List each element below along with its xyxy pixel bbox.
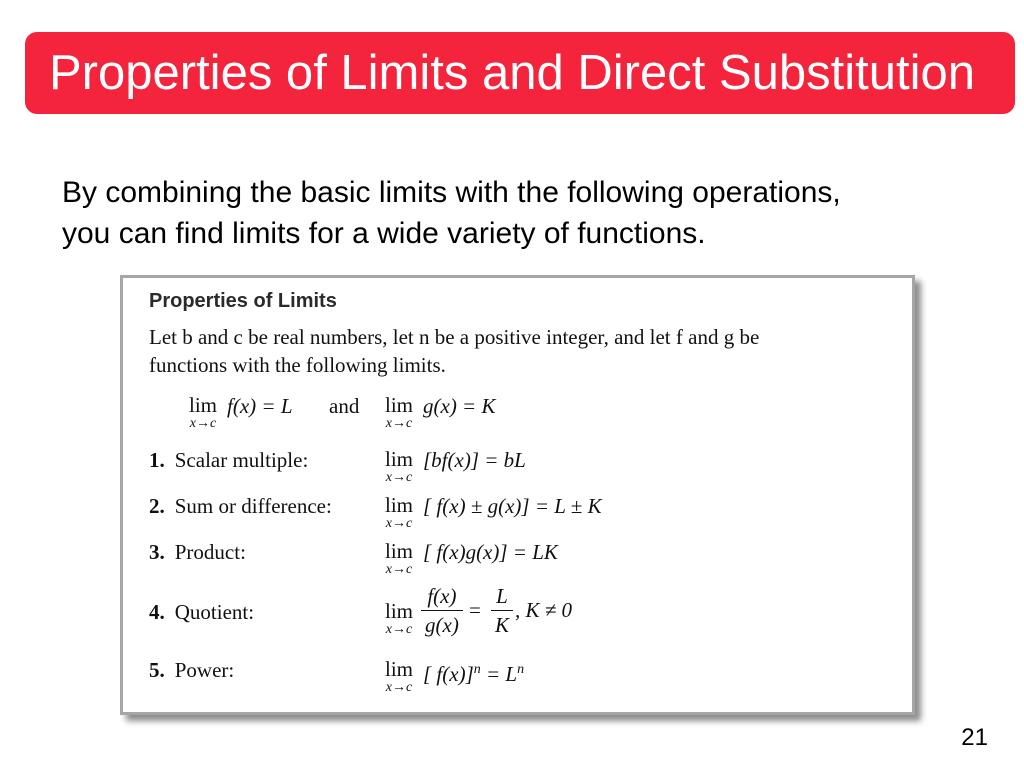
page-number: 21 <box>961 724 988 751</box>
and-word: and <box>329 394 360 418</box>
limit-operator <box>385 540 413 578</box>
fraction-numerator: f(x) <box>421 584 463 611</box>
lim-word: lim <box>385 447 414 471</box>
power-base: [ f(x)] <box>423 662 474 686</box>
quotient-fraction-right <box>491 584 513 637</box>
property-name: Power: <box>174 658 235 682</box>
lim-subscript: x→c <box>189 416 217 431</box>
lim-subscript: x→c <box>385 680 413 695</box>
description-line-2: functions with the following limits. <box>149 353 446 377</box>
power-rhs: = L <box>480 662 518 686</box>
power-rhs-exponent: n <box>517 662 525 677</box>
title-banner <box>25 32 1015 114</box>
lim-word: lim <box>385 493 414 517</box>
properties-box <box>120 275 915 715</box>
property-quotient-label <box>149 600 254 624</box>
intro-line-1: By combining the basic limits with the following operations, <box>62 176 841 209</box>
property-name: Sum or difference: <box>174 494 332 518</box>
lim-word: lim <box>385 599 414 623</box>
lim-word: lim <box>385 657 414 681</box>
box-title: Properties of Limits <box>149 290 337 312</box>
lim-subscript: x→c <box>385 416 413 431</box>
property-scalar-label <box>149 448 308 472</box>
property-name: Product: <box>174 540 246 564</box>
property-power-label <box>149 658 234 682</box>
power-exponent: n <box>473 662 481 677</box>
lim-subscript: x→c <box>385 516 413 531</box>
description-line-1: Let b and c be real numbers, let n be a positive integer, and let f and g be <box>149 325 760 349</box>
property-number: 5. <box>149 658 165 682</box>
property-number: 4. <box>149 600 165 624</box>
fraction-numerator: L <box>491 584 513 611</box>
property-sum-expression: [ f(x) ± g(x)] = L ± K <box>423 494 602 518</box>
property-product-label <box>149 540 246 564</box>
given-g-expression: g(x) = K <box>423 394 496 418</box>
property-scalar-expression: [bf(x)] = bL <box>423 448 526 472</box>
property-number: 1. <box>149 448 165 472</box>
lim-word: lim <box>189 393 218 417</box>
property-product-expression: [ f(x)g(x)] = LK <box>423 540 558 564</box>
limit-operator <box>385 658 413 696</box>
intro-line-2: you can find limits for a wide variety of functions. <box>62 217 706 250</box>
limit-operator <box>385 494 413 532</box>
quotient-condition: , K ≠ 0 <box>515 598 573 622</box>
lim-subscript: x→c <box>385 562 413 577</box>
property-power-expression <box>423 658 524 686</box>
lim-subscript: x→c <box>385 470 413 485</box>
limit-operator <box>385 448 413 486</box>
limit-operator-g <box>385 394 413 432</box>
property-name: Scalar multiple: <box>174 448 309 472</box>
property-number: 3. <box>149 540 165 564</box>
limit-operator <box>385 600 413 638</box>
property-sum-label <box>149 494 332 518</box>
lim-subscript: x→c <box>385 622 413 637</box>
box-description <box>149 323 849 379</box>
intro-text <box>62 172 982 254</box>
lim-word: lim <box>385 539 414 563</box>
fraction-denominator: K <box>495 613 510 637</box>
property-name: Quotient: <box>174 600 255 624</box>
given-f-expression: f(x) = L <box>227 394 293 418</box>
lim-word: lim <box>385 393 414 417</box>
equals-sign: = <box>469 598 481 622</box>
slide-title: Properties of Limits and Direct Substitution <box>49 46 975 100</box>
fraction-denominator: g(x) <box>425 613 459 637</box>
quotient-fraction-left <box>421 584 463 637</box>
property-number: 2. <box>149 494 165 518</box>
limit-operator-f <box>189 394 217 432</box>
